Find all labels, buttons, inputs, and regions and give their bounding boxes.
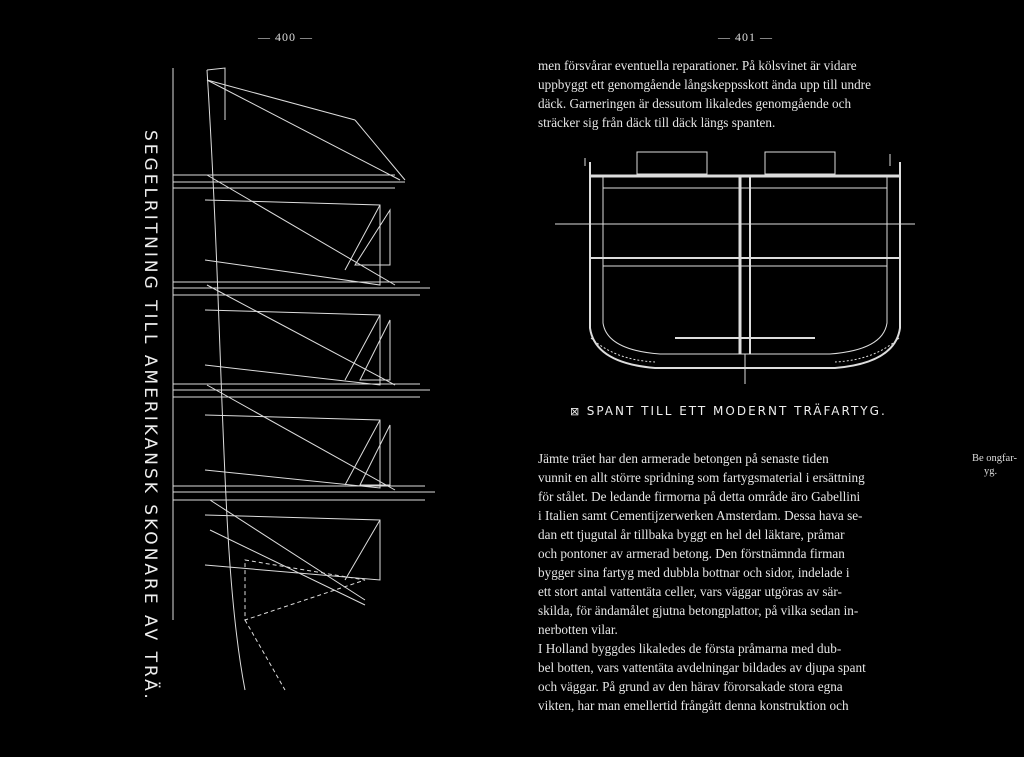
- text-line: ett stort antal vattentäta celler, vars väggar utgöras av sär-: [538, 584, 842, 599]
- text-line: och väggar. På grund av den härav förorsakade stora egna: [538, 679, 843, 694]
- body-paragraph: [538, 449, 866, 715]
- text-line: Jämte träet har den armerade betongen på senaste tiden: [538, 451, 829, 466]
- text-line: vunnit en allt större spridning som fartygsmaterial i ersättning: [538, 470, 865, 485]
- text-line: dan ett tjugutal år tillbaka byggt en hel del läktare, pråmar: [538, 527, 845, 542]
- text-line: nerbotten vilar.: [538, 622, 618, 637]
- sail-3: [205, 415, 380, 488]
- jib-3: [360, 425, 390, 485]
- text-line: och pontoner av armerad betong. Den förstnämnda firman: [538, 546, 845, 561]
- intro-paragraph: [538, 56, 871, 132]
- sail-plan-drawing: [165, 60, 455, 700]
- text-line: i Italien samt Cementijzerwerken Amsterdam. Dessa hava se-: [538, 508, 863, 523]
- hull-outline: [173, 68, 245, 690]
- text-line: däck. Garneringen är dessutom likaledes genomgående och: [538, 96, 852, 111]
- text-line: skilda, för ändamålet gjutna betongplattor, på vilka sedan in-: [538, 603, 859, 618]
- margin-note: Be ongfar- yg.: [972, 453, 1017, 477]
- figure-caption: ⊠ SPANT TILL ETT MODERNT TRÄFARTYG.: [570, 404, 887, 418]
- frame-cross-section-figure: [545, 148, 925, 388]
- text-line: bygger sina fartyg med dubbla bottnar och sidor, indelade i: [538, 565, 850, 580]
- text-line: sträcker sig från däck till däck längs spanten.: [538, 115, 776, 130]
- text-line: för stålet. De ledande firmorna på detta område äro Gabellini: [538, 489, 861, 504]
- text-line: vikten, har man emellertid frångått denna konstruktion och: [538, 698, 849, 713]
- sail-plan-title: SEGELRITNING TILL AMERIKANSK SKONARE AV TRÄ.: [140, 130, 160, 702]
- deckhouse-right: [765, 152, 835, 174]
- sail-1: [205, 200, 380, 285]
- sail-2: [205, 310, 380, 385]
- text-line: I Holland byggdes likaledes de första pråmarna med dub-: [538, 641, 842, 656]
- inner-hull: [603, 176, 887, 354]
- left-page-number: — 400 —: [258, 30, 313, 44]
- deckhouse-left: [637, 152, 707, 174]
- text-line: bel botten, vars vattentäta avdelningar bildades av djupa spant: [538, 660, 866, 675]
- right-page-number: — 401 —: [718, 30, 773, 44]
- text-line: uppbyggt ett genomgående långskeppsskott ända upp till undre: [538, 77, 871, 92]
- bowsprit-rigging: [245, 560, 365, 690]
- jib-2: [360, 320, 390, 380]
- text-line: men försvårar eventuella reparationer. På kölsvinet är vidare: [538, 58, 857, 73]
- figure-marker-icon: ⊠: [570, 405, 587, 418]
